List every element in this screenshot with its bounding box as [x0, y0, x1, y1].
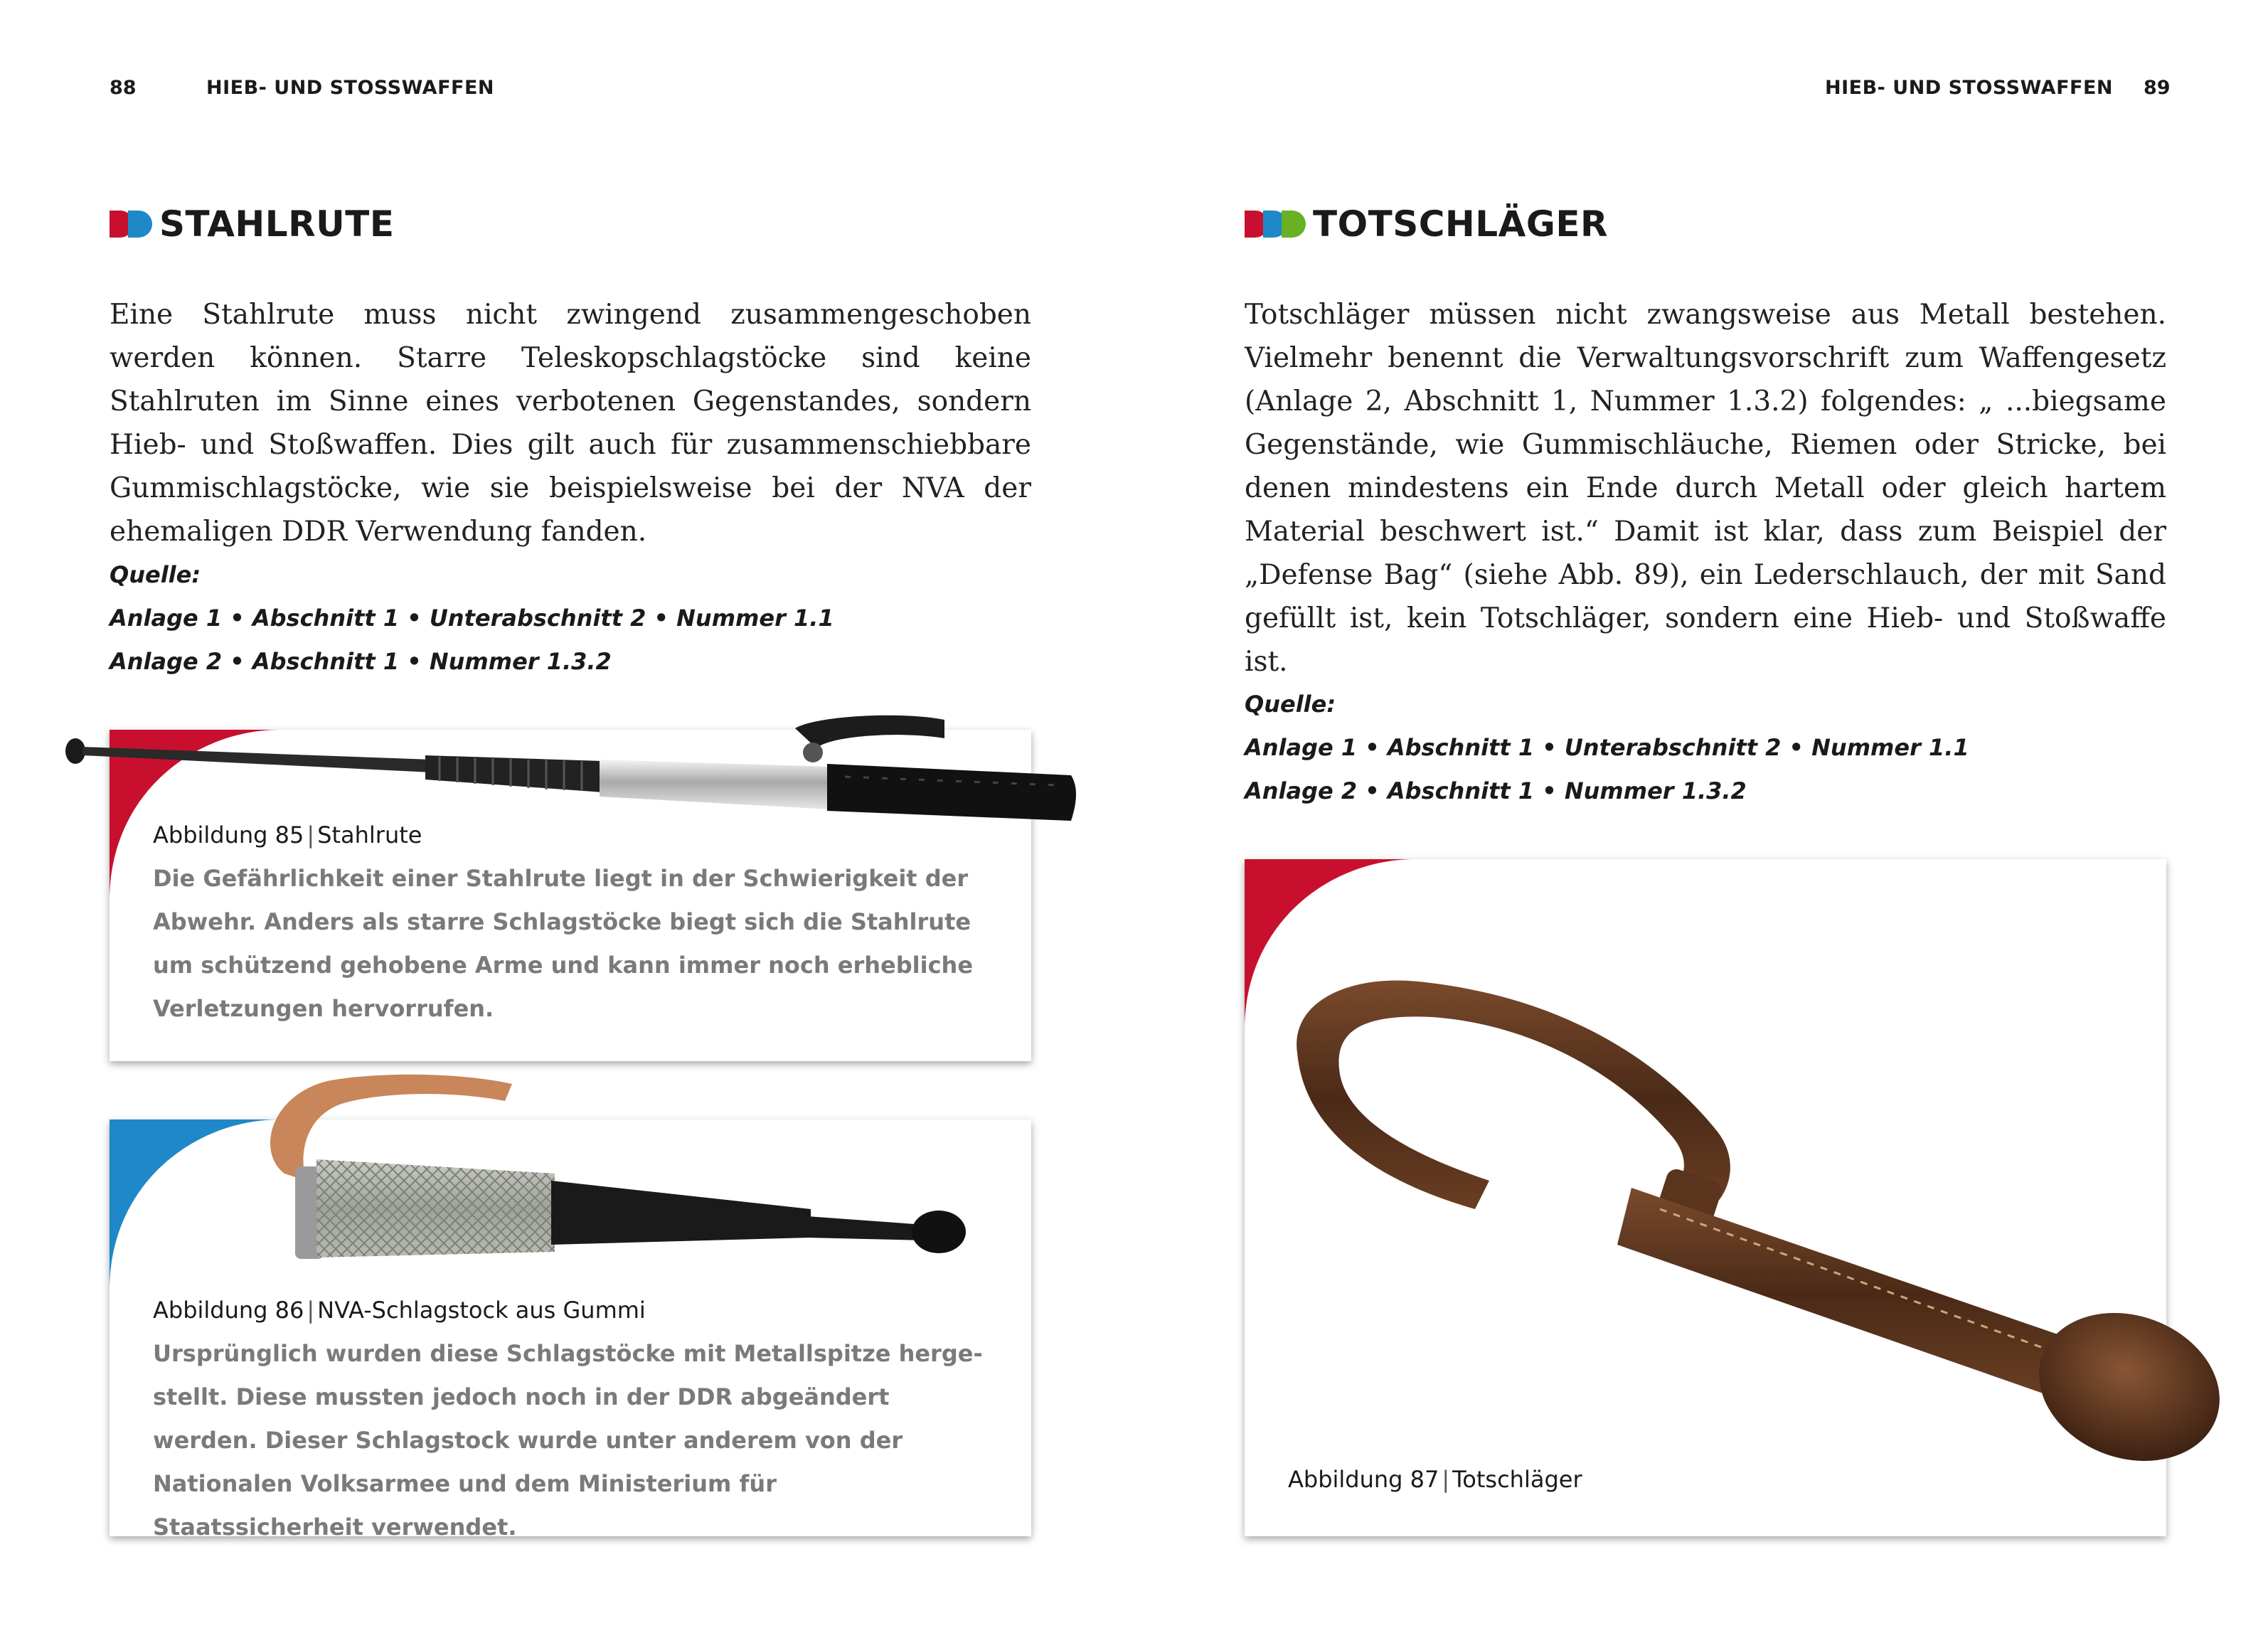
source-label: Quelle:	[110, 561, 201, 588]
marker-green-icon	[1282, 211, 1306, 238]
section-title: STAHLRUTE	[159, 203, 395, 245]
caption-text: Ursprünglich wurden diese Schlagstöcke mit Metallspitze hergestellt. Diese mussten jedoch noch in der DDR abgeändert werden. Dieser Schlagstock wurde unter anderem von der Nationalen Volksarmee und dem Ministerium für Staatssicherheit verwendet.	[153, 1340, 983, 1541]
source-label: Quelle:	[1245, 691, 1336, 718]
page-number-left: 88	[110, 77, 137, 99]
section-title: TOTSCHLÄGER	[1313, 203, 1609, 245]
source-line-2: Anlage 2 • Abschnitt 1 • Nummer 1.3.2	[110, 648, 612, 675]
caption-text: Die Gefährlichkeit einer Stahlrute liegt in der Schwierigkeit der Abwehr. Anders als starre Schlagstöcke biegt sich die Stahlrute um schützend gehobene Arme und kann immer noch erhebliche Verletzungen hervorrufen.	[153, 865, 974, 1022]
caption-title: Abbildung 85 | Stahlrute	[153, 821, 422, 849]
section-heading-totschlaeger	[1245, 203, 1608, 245]
caption-label: Abbildung 85	[153, 821, 304, 849]
caption-title: Abbildung 87 | Totschläger	[1288, 1466, 1582, 1493]
running-head-left: HIEB- UND STOSSWAFFEN	[206, 77, 494, 99]
figure-caption-86	[153, 1289, 992, 1549]
section-marker-icon	[1245, 211, 1306, 238]
right-page	[1134, 0, 2268, 1638]
source-block-left	[110, 553, 834, 684]
caption-name: NVA-Schlagstock aus Gummi	[317, 1297, 646, 1324]
source-block-right	[1245, 683, 1969, 813]
stahlrute-image	[63, 714, 1087, 842]
page-number-right: 89	[2144, 77, 2171, 99]
gummi-schlagstock-image	[228, 1067, 1081, 1309]
section-marker-icon	[110, 211, 152, 238]
caption-label: Abbildung 87	[1288, 1466, 1439, 1493]
caption-name: Totschläger	[1452, 1466, 1582, 1493]
section-heading-stahlrute	[110, 203, 395, 245]
figure-caption-85	[153, 814, 992, 1031]
source-line-2: Anlage 2 • Abschnitt 1 • Nummer 1.3.2	[1245, 777, 1747, 804]
body-paragraph-left: Eine Stahlrute muss nicht zwingend zusammengeschoben werden können. Starre Teleskopschlagstöcke sind keine Stahlruten im Sinne eines verbotenen Gegenstandes, sondern Hieb- und Stoßwaffen. Dies gilt auch für zusammenschiebbare Gummischlagstöcke, wie sie beispielsweise bei der NVA der ehemaligen DDR Verwendung fanden.	[110, 299, 1031, 548]
figure-caption-87	[1288, 1458, 2127, 1501]
caption-label: Abbildung 86	[153, 1297, 304, 1324]
caption-title: Abbildung 86 | NVA-Schlagstock aus Gummi	[153, 1297, 646, 1324]
caption-name: Stahlrute	[317, 821, 422, 849]
running-head-right: HIEB- UND STOSSWAFFEN	[1825, 77, 2113, 99]
source-line-1: Anlage 1 • Abschnitt 1 • Unterabschnitt 2 • Nummer 1.1	[1245, 734, 1969, 761]
body-paragraph-right: Totschläger müssen nicht zwangsweise aus Metall bestehen. Vielmehr benennt die Verwaltungsvorschrift zum Waffengesetz (Anlage 2, Abschnitt 1, Nummer 1.3.2) folgendes: „ ...biegsame Gegenstände, wie Gummischläuche, Riemen oder Stricke, bei denen mindestens ein Ende durch Metall oder gleich hartem Material beschwert ist.“ Damit ist klar, dass zum Beispiel der „Defense Bag“ (siehe Abb. 89), ein Lederschlauch, der mit Sand gefüllt ist, kein Totschläger, sondern eine Hieb- und Stoßwaffe ist.	[1245, 299, 2166, 678]
marker-blue-icon	[128, 211, 152, 238]
source-line-1: Anlage 1 • Abschnitt 1 • Unterabschnitt 2 • Nummer 1.1	[110, 605, 834, 632]
totschlaeger-image	[1262, 974, 2243, 1458]
